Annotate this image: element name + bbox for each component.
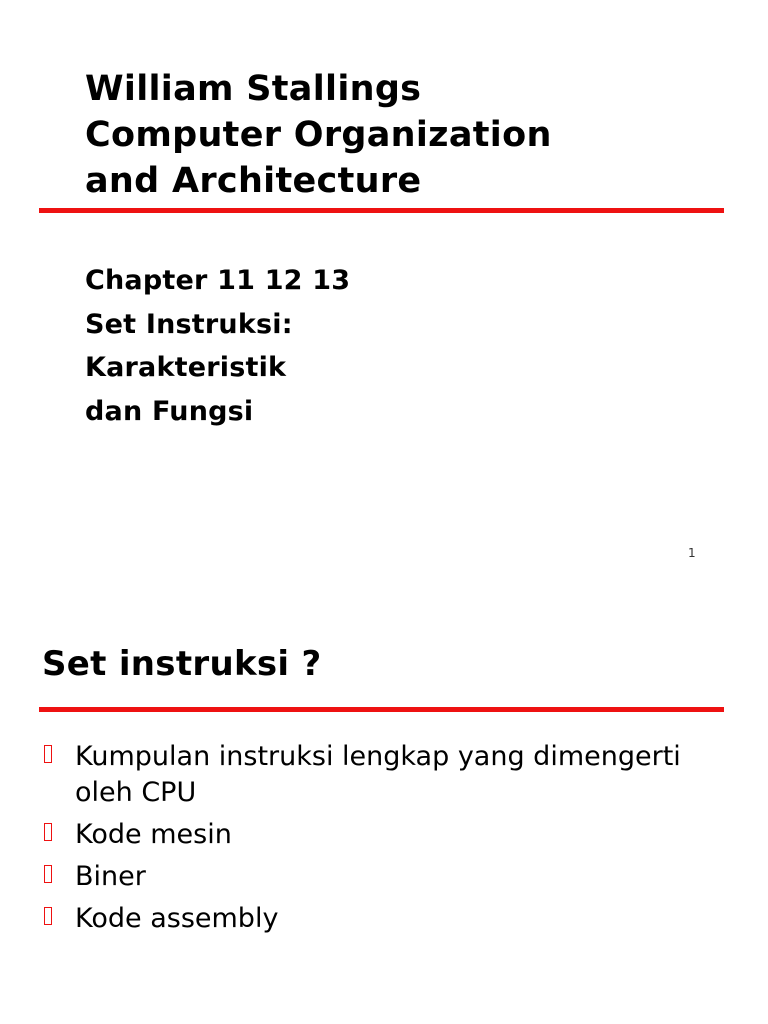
subtitle-line: Set Instruksi: <box>85 308 293 340</box>
page-number: 1 <box>688 546 696 560</box>
bullet-text: Kode assembly <box>75 903 279 934</box>
bullet-text: Kode mesin <box>75 819 232 850</box>
slide-heading: Set instruksi ? <box>42 644 322 684</box>
list-item <box>44 739 724 811</box>
title-divider <box>39 208 724 213</box>
square-bullet-icon <box>44 907 52 925</box>
subtitle-line: dan Fungsi <box>85 395 254 427</box>
bullet-text: Biner <box>75 861 146 892</box>
list-item <box>44 901 724 937</box>
bullet-text: Kumpulan instruksi lengkap yang dimengerti oleh CPU <box>75 741 681 808</box>
square-bullet-icon <box>44 823 52 841</box>
bullet-list <box>44 739 724 943</box>
title-line: and Architecture <box>85 161 422 201</box>
list-item <box>44 817 724 853</box>
heading-divider <box>39 707 724 712</box>
square-bullet-icon <box>44 865 52 883</box>
slide-title <box>85 66 552 204</box>
list-item <box>44 859 724 895</box>
chapter-subtitle <box>85 259 350 433</box>
subtitle-line: Chapter 11 12 13 <box>85 265 351 296</box>
slide-2 <box>0 576 768 1024</box>
square-bullet-icon <box>44 745 52 763</box>
title-line: Computer Organization <box>85 115 552 155</box>
title-line: William Stallings <box>85 69 422 109</box>
subtitle-line: Karakteristik <box>85 352 287 383</box>
